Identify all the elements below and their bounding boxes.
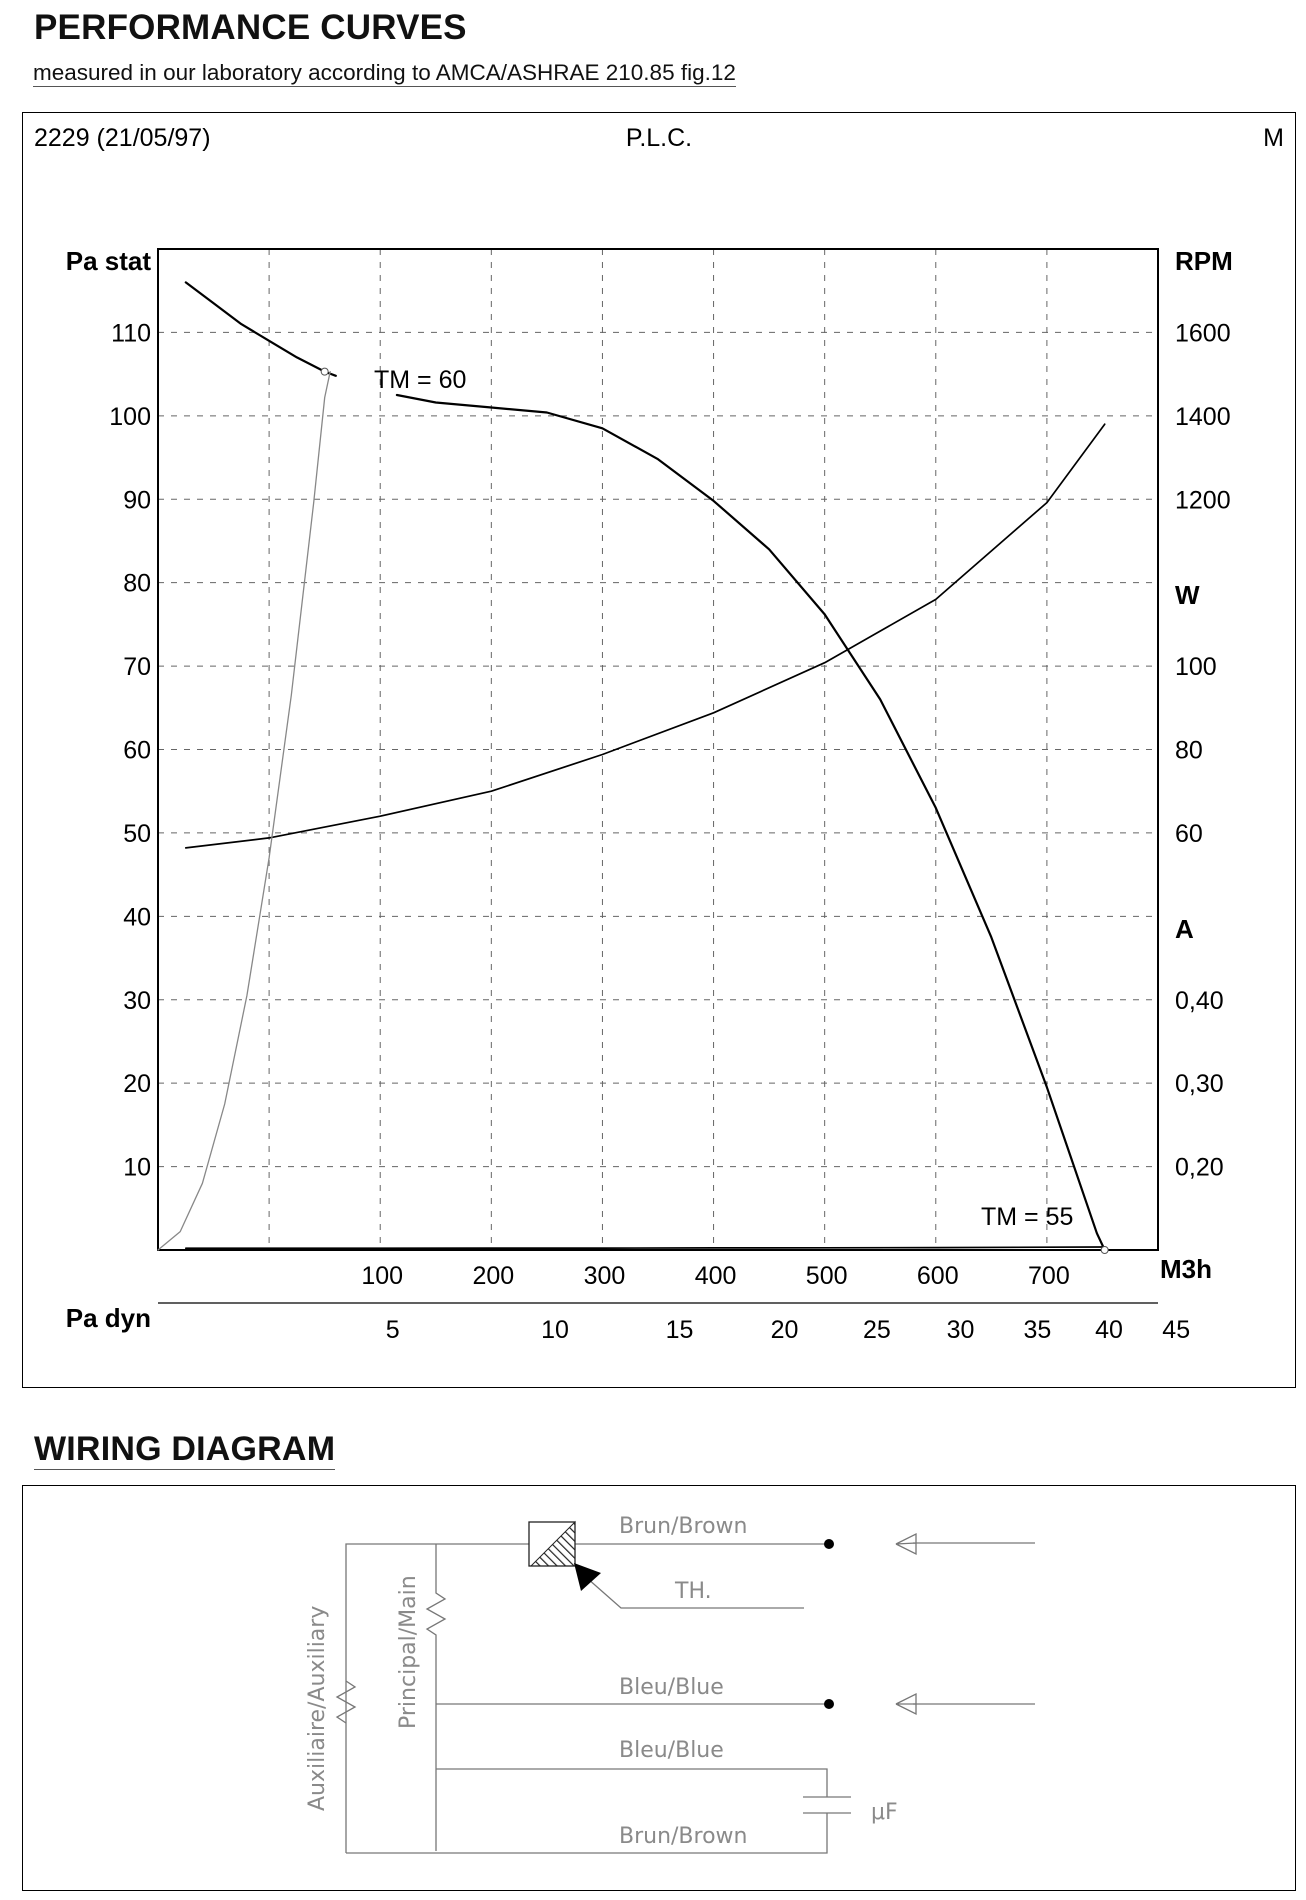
left-tick-label: 90 (123, 486, 151, 515)
right-tick-label: 60 (1175, 819, 1203, 848)
pressure-curve-tm55 (397, 395, 1105, 1250)
dyn-tick-label: 5 (385, 1316, 400, 1344)
label-bleu-blue-mid: Bleu/Blue (619, 1675, 724, 1700)
blue-wire-low (436, 1769, 827, 1797)
label-brun-brown-top: Brun/Brown (619, 1514, 748, 1539)
right-tick-label: 1600 (1175, 319, 1231, 348)
x-tick-label: 500 (805, 1262, 848, 1290)
current-curve (186, 1247, 1105, 1248)
brown-wire-bottom (346, 1813, 827, 1853)
left-tick-label: 100 (109, 402, 151, 431)
w-axis-label: W (1175, 580, 1200, 610)
left-axis-label: Pa stat (65, 246, 151, 276)
annotation-tm-60: TM = 60 (374, 366, 467, 394)
dyn-tick-label: 25 (863, 1316, 891, 1344)
left-tick-label: 30 (123, 986, 151, 1015)
x-tick-label: 400 (694, 1262, 737, 1290)
x-axis-label: M3h (1160, 1254, 1212, 1284)
performance-curves-title: PERFORMANCE CURVES (34, 8, 467, 47)
chart-grid (158, 249, 1158, 1250)
x-tick-label: 600 (916, 1262, 959, 1290)
left-tick-label: 70 (123, 653, 151, 682)
input-arrow-head-mid (896, 1694, 916, 1714)
a-axis-label: A (1175, 914, 1194, 944)
dyn-tick-label: 40 (1095, 1316, 1123, 1344)
test-standard-subtitle: measured in our laboratory according to AMCA/ASHRAE 210.85 fig.12 (33, 60, 736, 85)
dyn-tick-label: 10 (541, 1316, 569, 1344)
right-tick-label: 0,20 (1175, 1153, 1224, 1182)
wiring-diagram-title: WIRING DIAGRAM (34, 1430, 336, 1468)
dyn-tick-label: 15 (665, 1316, 694, 1344)
left-tick-label: 10 (123, 1153, 151, 1182)
point-marker-tm60 (321, 368, 328, 375)
dyn-axis-label: Pa dyn (65, 1303, 151, 1333)
dyn-tick-label: 45 (1162, 1316, 1191, 1344)
right-tick-label: 0,30 (1175, 1070, 1224, 1099)
rpm-axis-label: RPM (1175, 246, 1233, 276)
chart-model-name: P.L.C. (625, 124, 693, 152)
wiring-diagram-panel (22, 1485, 1296, 1891)
label-th: TH. (675, 1579, 712, 1604)
right-tick-label: 1200 (1175, 486, 1231, 515)
right-tick-label: 0,40 (1175, 986, 1224, 1015)
label-principal-main: Principal/Main (396, 1575, 421, 1729)
label-bleu-blue-low: Bleu/Blue (619, 1738, 724, 1763)
pressure-curve-tm60 (186, 282, 336, 375)
label-brun-brown-bottom: Brun/Brown (619, 1824, 748, 1849)
dyn-tick-label: 35 (1023, 1316, 1052, 1344)
right-tick-label: 100 (1175, 653, 1217, 682)
point-marker-tm55 (1101, 1247, 1108, 1254)
left-tick-label: 50 (123, 819, 151, 848)
label-capacitor-uf: μF (871, 1800, 898, 1825)
dynamic-pressure-curve (158, 372, 330, 1250)
label-auxiliaire-auxiliary: Auxiliaire/Auxiliary (305, 1605, 330, 1811)
terminal-brown (824, 1539, 834, 1549)
left-tick-label: 40 (123, 903, 151, 932)
right-tick-label: 80 (1175, 736, 1203, 765)
left-tick-label: 60 (123, 736, 151, 765)
principal-winding (427, 1544, 445, 1851)
x-tick-label: 700 (1028, 1262, 1070, 1290)
x-tick-label: 200 (472, 1262, 515, 1290)
brown-wire-top (346, 1544, 529, 1853)
chart-tick-labels (109, 319, 1230, 1344)
left-tick-label: 80 (123, 569, 151, 598)
performance-chart-svg (23, 113, 1294, 1386)
performance-chart-panel (22, 112, 1296, 1388)
right-tick-label: 1400 (1175, 402, 1231, 431)
x-tick-label: 100 (361, 1262, 404, 1290)
x-tick-label: 300 (583, 1262, 626, 1290)
wiring-diagram-svg (23, 1486, 1294, 1889)
annotation-tm-55: TM = 55 (981, 1203, 1074, 1231)
dyn-tick-label: 20 (770, 1316, 799, 1344)
terminal-blue (824, 1699, 834, 1709)
chart-corner-mark: M (1263, 124, 1284, 152)
power-curve (186, 424, 1105, 848)
chart-id-date: 2229 (21/05/97) (34, 124, 211, 152)
dyn-tick-label: 30 (946, 1316, 975, 1344)
input-arrow-head-top (896, 1534, 916, 1554)
left-tick-label: 20 (123, 1070, 151, 1099)
chart-curves (158, 113, 1108, 1254)
left-tick-label: 110 (111, 319, 151, 348)
